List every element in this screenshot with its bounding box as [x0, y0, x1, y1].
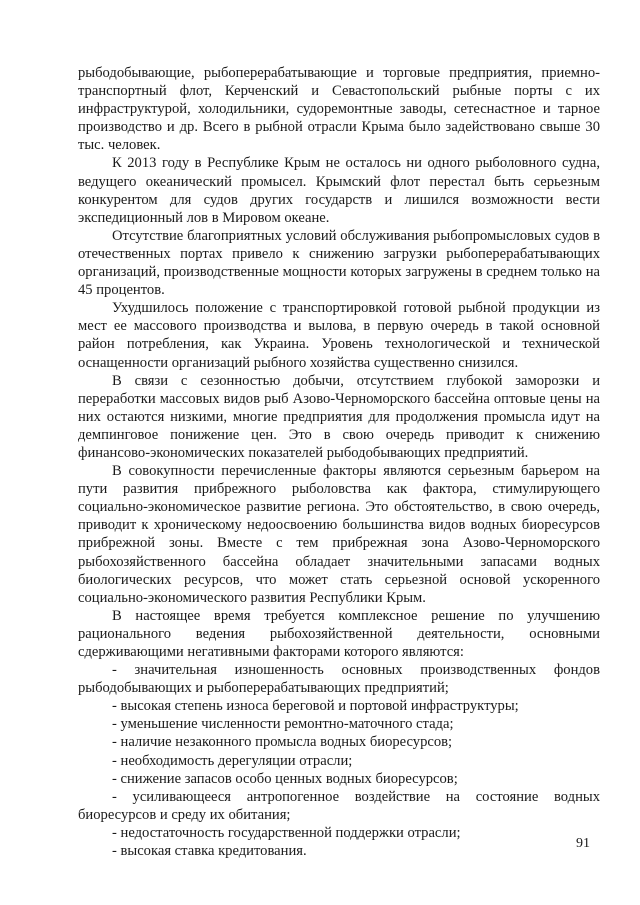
body-text — [78, 64, 600, 860]
list-item-6: - снижение запасов особо ценных водных биоресурсов; — [112, 770, 458, 787]
list-item-4: - наличие незаконного промысла водных биоресурсов; — [112, 734, 453, 751]
list-item-7: - усиливающееся антропогенное воздействие на состояние водных биоресурсов и среду их обитания; — [78, 788, 600, 823]
paragraph-1: рыбодобывающие, рыбоперерабатывающие и торговые предприятия, приемно-транспортный флот, Керченский и Севастопольский рыбные порты с их инфраструктурой, холодильники, судоремонтные заводы, сетеснастное и тарное производство и др. Всего в рыбной отрасли Крыма было задействовано свыше 30 тыс. человек. — [78, 65, 600, 154]
paragraph-3: Отсутствие благоприятных условий обслуживания рыбопромысловых судов в отечественных портах привело к снижению загрузки рыбоперерабатывающих организаций, производственные мощности которых загружены в среднем только на 45 процентов. — [78, 227, 600, 299]
list-item-5: - необходимость дерегуляции отрасли; — [112, 752, 353, 769]
list-item-1: - значительная изношенность основных производственных фондов рыбодобывающих и рыбоперерабатывающих предприятий; — [78, 662, 600, 697]
paragraph-7: В настоящее время требуется комплексное решение по улучшению рационального ведения рыбохозяйственной деятельности, основными сдерживающими негативными факторами которого являются: — [78, 607, 600, 660]
paragraph-6: В совокупности перечисленные факторы являются серьезным барьером на пути развития прибрежного рыболовства как фактора, стимулирующего социально-экономическое развитие региона. Это обстоятельство, в свою очередь, приводит к хроническому недоосвоению большинства видов водных биоресурсов прибрежной зоны. Вместе с тем прибрежная зона Азово-Черноморского рыбохозяйственного бассейна обладает значительными запасами водных биологических ресурсов, что может стать серьезной основой ускоренного социально-экономического развития Республики Крым. — [78, 463, 600, 606]
list-item-3: - уменьшение численности ремонтно-маточного стада; — [112, 716, 454, 733]
list-item-2: - высокая степень износа береговой и портовой инфраструктуры; — [112, 698, 519, 715]
paragraph-2: К 2013 году в Республике Крым не осталось ни одного рыболовного судна, ведущего океанический промысел. Крымский флот перестал быть серьезным конкурентом для судов других государств и лишился возможности вести экспедиционный лов в Мировом океане. — [78, 155, 600, 226]
page-number: 91 — [576, 836, 590, 851]
paragraph-5: В связи с сезонностью добычи, отсутствием глубокой заморозки и переработки массовых видов рыб Азово-Черноморского бассейна оптовые цены на них остаются низкими, многие предприятия для продолжения промысла идут на демпинговое понижение цен. Это в свою очередь приводит к снижению финансово-экономических показателей рыбодобывающих предприятий. — [78, 372, 600, 461]
paragraph-4: Ухудшилось положение с транспортировкой готовой рыбной продукции из мест ее массового производства и вылова, в первую очередь в такой основной район потребления, как Украина. Уровень технологической и технической оснащенности организаций рыбного хозяйства существенно снизился. — [78, 300, 600, 371]
list-item-8: - недостаточность государственной поддержки отрасли; — [112, 824, 461, 841]
list-item-9: - высокая ставка кредитования. — [112, 843, 307, 860]
